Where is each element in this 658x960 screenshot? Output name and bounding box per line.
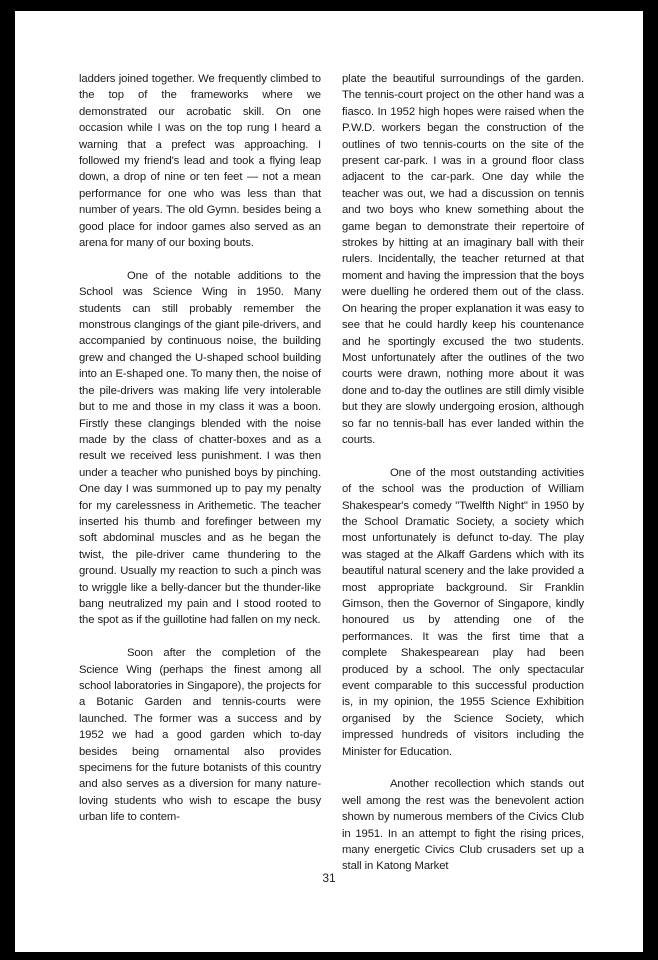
left-column bbox=[79, 71, 321, 842]
paragraph: ladders joined together. We frequently climbed to the top of the frameworks where we demonstrated our acrobatic skill. On one occasion while I was on the top rung I heard a warning that a prefect was approaching. I followed my friend's lead and took a flying leap down, a drop of nine or ten feet — not a mean performance for one who was less than that number of years. The old Gymn. besides being a good place for indoor games also served as an arena for many of our boxing bouts. bbox=[79, 73, 321, 250]
paragraph: One of the notable additions to the School was Science Wing in 1950. Many students can still probably remember the monstrous clangings of the giant pile-drivers, and accompanied by continuous noise, the building grew and changed the U-shaped school building into an E-shaped one. To many then, the noise of the pile-drivers was making life very intolerable but to me and those in my class it was a boon. Firstly these clangings blended with the noise made by the class of chatter-boxes and as a result we received less punishment. I was then under a teacher who punished boys by pinching. One day I was summoned up to pay my penalty for my carelessness in Arithemetic. The teacher inserted his thumb and forefinger between my soft abdominal muscles and as he began the twist, the pile-driver came thundering to the ground. Usually my reaction to such a pinch was to wriggle like a belly-dancer but the thunder-like bang neutralized my pain and I stood rooted to the spot as if the guillotine had fallen on my neck. bbox=[79, 269, 321, 627]
document-page bbox=[15, 11, 643, 952]
page-number: 31 bbox=[322, 871, 336, 885]
paragraph: plate the beautiful surroundings of the garden. The tennis-court project on the other hand was a fiasco. In 1952 high hopes were raised when the P.W.D. workers began the construction of the outlines of two tennis-courts on the site of the present car-park. I was in a ground floor class adjacent to the car-park. One day while the teacher was out, we had a discussion on tennis and two boys who knew something about the game began to demonstrate their repertoire of strokes by hitting at an imaginary ball with their rulers. Incidentally, the teacher returned at that moment and having the impression that the boys were duelling he ordered them out of the class. On hearing the proper explanation it was easy to see that he could hardly keep his countenance and he sportingly excused the two students. Most unfortunately after the outlines of the two courts were drawn, nothing more about it was done and to-day the outlines are still dimly visible but they are slowly undergoing erosion, although so far no tennis-ball has ever landed within the courts. bbox=[342, 73, 584, 446]
paragraph: One of the most outstanding activities of the school was the production of William Shakespear's comedy "Twelfth Night" in 1950 by the School Dramatic Society, a society which most unfortunately is defunct to-day. The play was staged at the Alkaff Gardens which with its beautiful natural scenery and the lake provided a most appropriate background. Sir Franklin Gimson, then the Governor of Singapore, kindly honoured us by attending one of the performances. It was the first time that a complete Shakespearean play had been produced by a school. The only spectacular event comparable to this successful production is, in my opinion, the 1955 Science Exhibition organised by the Science Society, which impressed hundreds of visitors including the Minister for Education. bbox=[342, 466, 584, 758]
paragraph: Another recollection which stands out well among the rest was the benevolent action shown by numerous members of the Civics Club in 1951. In an attempt to fight the rising prices, many energetic Civics Club crusaders set up a stall in Katong Market bbox=[342, 778, 584, 873]
right-column bbox=[342, 71, 584, 891]
paragraph: Soon after the completion of the Science Wing (perhaps the finest among all school laboratories in Singapore), the projects for a Botanic Garden and tennis-courts were launched. The former was a success and by 1952 we had a good garden which to-day besides being ornamental also provides specimens for the future botanists of this country and also serves as a diversion for many nature-loving students who wish to escape the busy urban life to contem- bbox=[79, 647, 321, 824]
